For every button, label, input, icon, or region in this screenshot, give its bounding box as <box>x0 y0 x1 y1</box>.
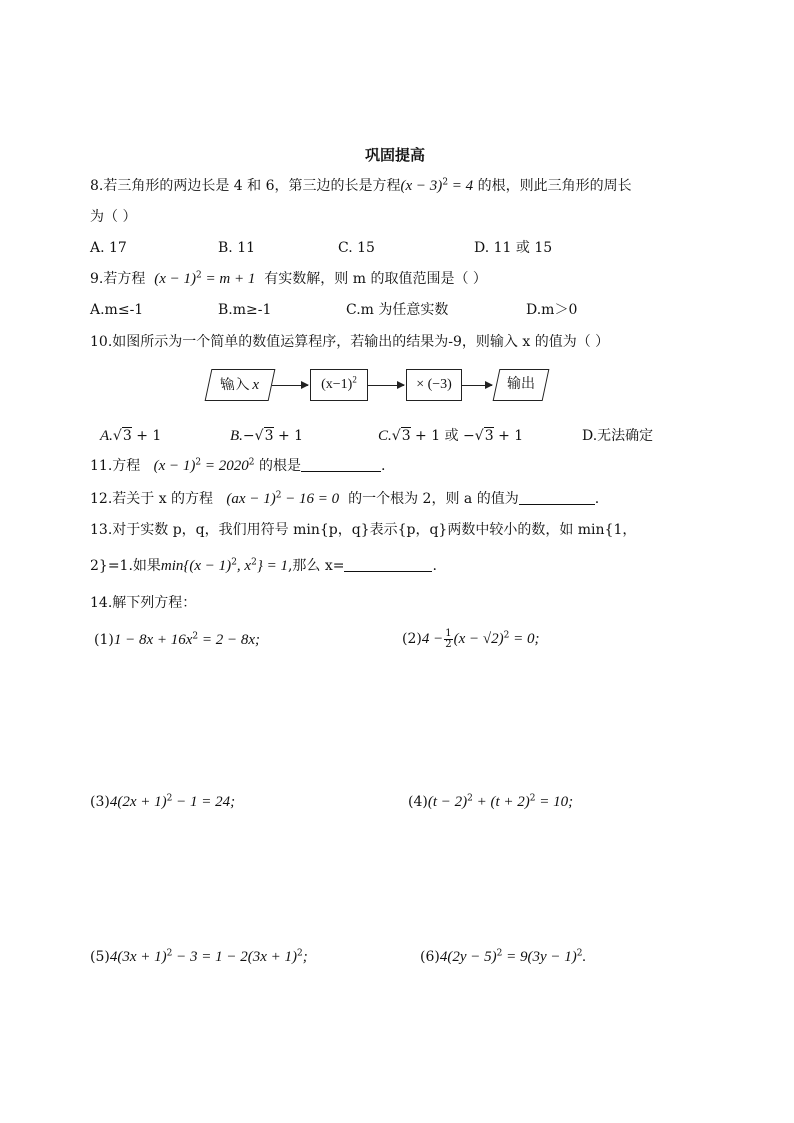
q12-text-post: 的一个根为 2，则 a 的值为 <box>348 491 519 507</box>
q14-part-6-exponent-2: 2 <box>576 948 583 959</box>
flow-step-multiply-box: × (−3) <box>406 369 462 401</box>
q14-part-1-equation: 1 − 8x + 16x <box>113 632 193 648</box>
question-13-line2 <box>90 557 437 575</box>
q12-text-pre: 12.若关于 x 的方程 <box>90 491 214 507</box>
q8-exponent: 2 <box>442 177 449 188</box>
q14-part-2-label: (2) <box>402 631 422 647</box>
q14-part-6-mid: = 9(3y − 1) <box>502 949 577 965</box>
q13-equation: min{(x − 1) <box>160 558 232 574</box>
q10-option-c-radicand: 3 <box>401 428 411 444</box>
section-title: 巩固提高 <box>365 146 426 164</box>
q13-exponent-2: 2 <box>251 557 257 568</box>
q11-exponent-2: 2 <box>248 457 255 468</box>
q14-part-3-equation: 4(2x + 1) <box>109 794 167 810</box>
q10-option-b-tail: + 1 <box>273 428 304 444</box>
q14-part-4-equation: (t − 2) <box>427 794 468 810</box>
q9-option-b: B.m≥-1 <box>218 302 272 318</box>
question-12 <box>90 490 599 508</box>
q14-part-4 <box>408 793 573 811</box>
q14-part-6 <box>420 948 586 966</box>
q14-part-2-pre: 4 − <box>421 631 444 647</box>
q11-equation-tail: = 2020 <box>201 458 249 474</box>
q14-part-2-equation: (x − √2) <box>453 631 504 647</box>
q14-part-4-mid: + (t + 2) <box>472 794 530 810</box>
q14-part-6-tail: . <box>582 949 587 965</box>
q8-equation-tail: = 4 <box>448 178 474 194</box>
question-8-line2: 为（ ） <box>90 209 137 225</box>
q13-equation-mid: , x <box>236 558 252 574</box>
flow-arrow-1 <box>272 385 308 386</box>
flow-step-square-box <box>310 369 368 401</box>
q8-option-a: A. 17 <box>90 240 127 256</box>
flow-arrow-2 <box>368 385 404 386</box>
q14-part-1-exponent: 2 <box>192 631 199 642</box>
q14-part-4-tail: = 10; <box>535 794 574 810</box>
q14-part-4-label: (4) <box>408 794 428 810</box>
q14-part-3-tail: − 1 = 24; <box>172 794 236 810</box>
q8-option-d: D. 11 或 15 <box>474 240 553 256</box>
q12-equation: (ax − 1) <box>226 491 276 507</box>
q14-part-3 <box>90 793 235 811</box>
q9-option-c: C.m 为任意实数 <box>346 302 449 318</box>
q9-exponent: 2 <box>196 270 202 281</box>
q14-part-2-exponent: 2 <box>503 630 510 641</box>
q13-exponent-1: 2 <box>231 557 237 568</box>
q12-answer-blank[interactable] <box>519 490 595 505</box>
q14-part-1 <box>94 631 260 649</box>
q10-option-b: B.−√3 + 1 <box>230 428 304 444</box>
question-13-line1: 13.对于实数 p，q，我们用符号 min{p，q}表示{p，q}两数中较小的数，如 min{1， <box>90 522 637 538</box>
question-9 <box>90 270 487 288</box>
q14-part-5-exponent-1: 2 <box>166 948 173 959</box>
q10-option-a: A.√3 + 1 <box>100 428 162 444</box>
q14-part-2-fraction <box>444 629 452 650</box>
q10-option-a-label: A. <box>100 428 113 444</box>
q14-part-4-exponent-1: 2 <box>467 793 473 804</box>
q14-part-6-exponent-1: 2 <box>496 948 503 959</box>
q14-part-4-exponent-2: 2 <box>529 793 536 804</box>
q9-text-pre: 9.若方程 <box>90 271 146 287</box>
q9-equation: (x − 1) <box>154 271 197 287</box>
q12-equation-tail: − 16 = 0 <box>281 491 340 507</box>
flow-output-label: 输出 <box>507 377 535 392</box>
question-11 <box>90 457 385 475</box>
q14-part-1-tail: = 2 − 8x; <box>198 632 261 648</box>
q9-equation-tail: = m + 1 <box>201 271 256 287</box>
flow-step-square-exponent: 2 <box>352 374 357 385</box>
q13-text-post: ,那么 x= <box>287 558 345 574</box>
q10-option-a-tail: + 1 <box>131 428 162 444</box>
q11-text-post: 的根是 <box>258 458 301 474</box>
flow-input-label: 输入 <box>219 378 251 393</box>
q14-part-5 <box>90 948 308 966</box>
q14-part-3-label: (3) <box>90 794 110 810</box>
q14-part-6-equation: 4(2y − 5) <box>439 949 497 965</box>
q14-part-2 <box>402 627 539 651</box>
flow-input-box <box>205 369 276 401</box>
q14-part-5-tail: ; <box>302 949 308 965</box>
q13-equation-tail: } = 1 <box>256 558 288 574</box>
flow-output-box <box>493 369 550 401</box>
q14-part-6-label: (6) <box>420 949 440 965</box>
q11-exponent-1: 2 <box>195 457 202 468</box>
question-10: 10.如图所示为一个简单的数值运算程序，若输出的结果为-9，则输入 x 的值为（ ） <box>90 334 610 350</box>
question-14: 14.解下列方程： <box>90 595 197 611</box>
q8-equation: (x − 3) <box>400 178 443 194</box>
q9-option-d: D.m＞0 <box>526 302 578 318</box>
q8-text-pre: 8.若三角形的两边长是 4 和 6，第三边的长是方程 <box>90 178 401 194</box>
q14-part-5-exponent-2: 2 <box>297 948 303 959</box>
q8-text-post: 的根，则此三角形的周长 <box>477 178 632 194</box>
q8-option-b: B. 11 <box>218 240 256 256</box>
q14-part-2-denominator: 2 <box>445 638 452 650</box>
q11-answer-blank[interactable] <box>301 457 381 472</box>
q14-part-5-mid: − 3 = 1 − 2(3x + 1) <box>172 949 297 965</box>
q10-option-c-tail: + 1 <box>493 428 524 444</box>
q10-option-c-label: C. <box>378 428 392 444</box>
q9-option-a: A.m≤-1 <box>90 302 144 318</box>
q8-option-c: C. 15 <box>338 240 375 256</box>
q14-part-3-exponent: 2 <box>166 793 173 804</box>
flow-arrow-3 <box>462 385 492 386</box>
q14-part-2-tail: = 0; <box>509 631 540 647</box>
q10-option-d: D.无法确定 <box>582 428 654 444</box>
q10-option-c-radicand-2: 3 <box>484 428 494 444</box>
q10-option-b-label: B. <box>230 428 243 444</box>
flow-input-var: x <box>252 377 259 393</box>
q12-period: . <box>594 491 600 507</box>
question-8-line1 <box>90 177 632 195</box>
q13-period: . <box>432 558 437 574</box>
q14-part-1-label: (1) <box>94 632 114 648</box>
q14-part-5-equation: 4(3x + 1) <box>109 949 167 965</box>
q11-text-pre: 11.方程 <box>90 458 141 474</box>
q9-text-post: 有实数解，则 m 的取值范围是（ ） <box>264 271 487 287</box>
flow-step-square-label: (x−1) <box>321 377 353 392</box>
q10-option-a-radicand: 3 <box>122 428 132 444</box>
q13-text-pre: 2}=1.如果 <box>90 558 161 574</box>
q12-exponent: 2 <box>275 490 282 501</box>
q14-part-5-label: (5) <box>90 949 110 965</box>
q10-option-c: C.√3 + 1 或 −√3 + 1 <box>378 428 524 444</box>
q11-equation: (x − 1) <box>153 458 196 474</box>
q10-option-b-radicand: 3 <box>264 428 274 444</box>
q11-period: . <box>380 458 386 474</box>
q14-part-2-numerator: 1 <box>445 627 452 639</box>
q10-option-c-mid: + 1 或 − <box>410 428 475 444</box>
q13-answer-blank[interactable] <box>344 557 432 572</box>
